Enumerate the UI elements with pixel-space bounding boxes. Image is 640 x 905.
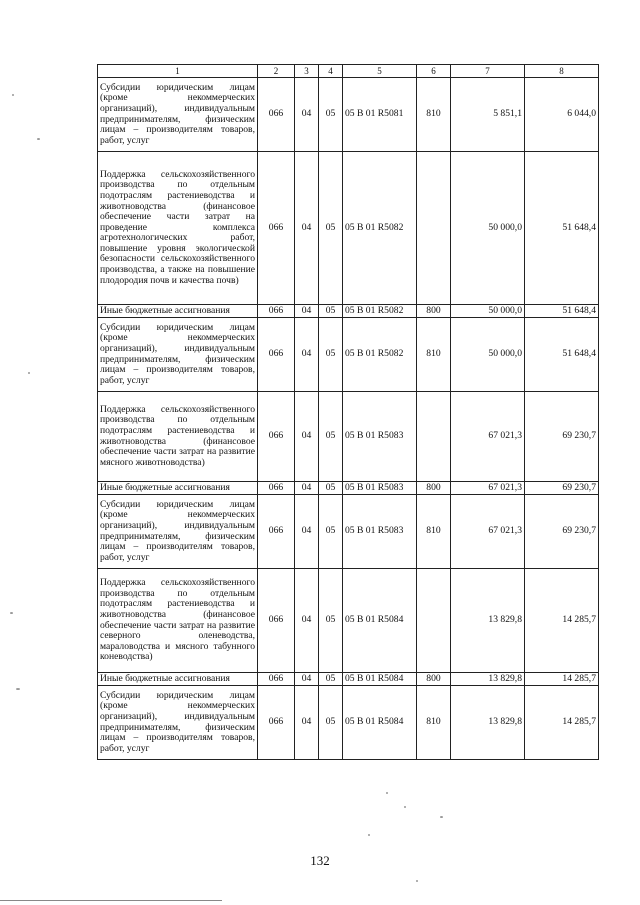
cell-amount-col7: 50 000,0: [451, 152, 525, 305]
cell-target-article: 05 В 01 R5083: [343, 482, 417, 495]
cell-amount-col8: 69 230,7: [525, 392, 599, 482]
cell-amount-col7: 50 000,0: [451, 318, 525, 392]
cell-amount-col7: 67 021,3: [451, 482, 525, 495]
table-row: [98, 495, 599, 569]
header-cell: 6: [417, 65, 451, 78]
cell-target-article: 05 В 01 R5083: [343, 495, 417, 569]
cell-subsection: 05: [319, 78, 343, 152]
scan-speck: [368, 834, 370, 836]
scan-speck: [28, 372, 30, 374]
cell-target-article: 05 В 01 R5084: [343, 686, 417, 760]
cell-target-article: 05 В 01 R5084: [343, 569, 417, 673]
row-name: Иные бюджетные ассигнования: [98, 482, 258, 495]
row-name: Субсидии юридическим лицам (кроме некоммерческих организаций), индивидуальным предпринимателям, физическим лицам – производителям товаров, работ, услуг: [98, 495, 258, 569]
cell-amount-col7: 50 000,0: [451, 305, 525, 318]
header-cell: 4: [319, 65, 343, 78]
row-name: Поддержка сельскохозяйственного производства по отдельным подотраслям растениеводства и животноводства (финансовое обеспечение части затрат на развитие северного оленеводства, мараловодства и мясного табунного коневодства): [98, 569, 258, 673]
cell-ministry-code: 066: [258, 318, 295, 392]
cell-amount-col8: 51 648,4: [525, 152, 599, 305]
cell-subsection: 05: [319, 482, 343, 495]
header-cell: 2: [258, 65, 295, 78]
cell-amount-col8: 69 230,7: [525, 495, 599, 569]
cell-ministry-code: 066: [258, 392, 295, 482]
cell-ministry-code: 066: [258, 305, 295, 318]
header-cell: 8: [525, 65, 599, 78]
cell-amount-col7: 13 829,8: [451, 569, 525, 673]
cell-amount-col8: 6 044,0: [525, 78, 599, 152]
cell-subsection: 05: [319, 392, 343, 482]
row-name: Иные бюджетные ассигнования: [98, 305, 258, 318]
cell-subsection: 05: [319, 673, 343, 686]
cell-target-article: 05 В 01 R5082: [343, 305, 417, 318]
cell-ministry-code: 066: [258, 152, 295, 305]
cell-expense-type: 800: [417, 305, 451, 318]
cell-section: 04: [295, 318, 319, 392]
cell-expense-type: [417, 569, 451, 673]
row-name: Поддержка сельскохозяйственного производства по отдельным подотраслям растениеводства и животноводства (финансовое обеспечение части затрат на развитие мясного животноводства): [98, 392, 258, 482]
cell-amount-col8: 14 285,7: [525, 673, 599, 686]
scan-speck: [416, 880, 418, 882]
scan-speck: [440, 816, 443, 818]
cell-ministry-code: 066: [258, 673, 295, 686]
cell-expense-type: 810: [417, 78, 451, 152]
cell-ministry-code: 066: [258, 686, 295, 760]
row-name: Субсидии юридическим лицам (кроме некоммерческих организаций), индивидуальным предпринимателям, физическим лицам – производителям товаров, работ, услуг: [98, 318, 258, 392]
scan-speck: [404, 806, 406, 808]
scan-speck: [37, 138, 40, 140]
cell-expense-type: 800: [417, 482, 451, 495]
cell-amount-col7: 67 021,3: [451, 392, 525, 482]
cell-ministry-code: 066: [258, 78, 295, 152]
cell-subsection: 05: [319, 305, 343, 318]
cell-target-article: 05 В 01 R5083: [343, 392, 417, 482]
cell-section: 04: [295, 495, 319, 569]
cell-amount-col8: 14 285,7: [525, 686, 599, 760]
cell-amount-col7: 5 851,1: [451, 78, 525, 152]
table-row: [98, 305, 599, 318]
cell-expense-type: [417, 152, 451, 305]
scan-speck: [386, 792, 388, 794]
cell-expense-type: 810: [417, 495, 451, 569]
cell-subsection: 05: [319, 686, 343, 760]
cell-subsection: 05: [319, 495, 343, 569]
cell-section: 04: [295, 569, 319, 673]
cell-section: 04: [295, 392, 319, 482]
cell-section: 04: [295, 673, 319, 686]
scan-speck: [16, 688, 20, 690]
table-row: [98, 673, 599, 686]
scan-speck: [12, 94, 14, 96]
scan-speck: [10, 612, 13, 614]
row-name: Иные бюджетные ассигнования: [98, 673, 258, 686]
cell-expense-type: 810: [417, 686, 451, 760]
row-name: Субсидии юридическим лицам (кроме некоммерческих организаций), индивидуальным предпринимателям, физическим лицам – производителям товаров, работ, услуг: [98, 78, 258, 152]
table-row: [98, 78, 599, 152]
cell-section: 04: [295, 78, 319, 152]
table-row: [98, 318, 599, 392]
table-row: [98, 392, 599, 482]
table-row: [98, 482, 599, 495]
cell-target-article: 05 В 01 R5082: [343, 318, 417, 392]
row-name: Поддержка сельскохозяйственного производства по отдельным подотраслям растениеводства и животноводства (финансовое обеспечение части затрат на проведение комплекса агротехнологических работ, повышение уровня экологической безопасности сельскохозяйственного производства, а также на повышение плодородия почв и качества почв): [98, 152, 258, 305]
cell-amount-col8: 51 648,4: [525, 318, 599, 392]
cell-section: 04: [295, 305, 319, 318]
header-cell: 5: [343, 65, 417, 78]
cell-target-article: 05 В 01 R5081: [343, 78, 417, 152]
cell-section: 04: [295, 152, 319, 305]
cell-expense-type: 810: [417, 318, 451, 392]
header-cell: 7: [451, 65, 525, 78]
cell-target-article: 05 В 01 R5082: [343, 152, 417, 305]
table-row: [98, 569, 599, 673]
cell-amount-col8: 14 285,7: [525, 569, 599, 673]
cell-target-article: 05 В 01 R5084: [343, 673, 417, 686]
row-name: Субсидии юридическим лицам (кроме некоммерческих организаций), индивидуальным предпринимателям, физическим лицам – производителям товаров, работ, услуг: [98, 686, 258, 760]
cell-expense-type: 800: [417, 673, 451, 686]
header-cell: 3: [295, 65, 319, 78]
bottom-rule: [0, 900, 222, 901]
table-row: [98, 152, 599, 305]
cell-expense-type: [417, 392, 451, 482]
cell-ministry-code: 066: [258, 569, 295, 673]
table-row: [98, 686, 599, 760]
budget-table: [97, 64, 599, 760]
cell-ministry-code: 066: [258, 482, 295, 495]
cell-amount-col8: 51 648,4: [525, 305, 599, 318]
header-cell: 1: [98, 65, 258, 78]
cell-subsection: 05: [319, 318, 343, 392]
cell-section: 04: [295, 686, 319, 760]
cell-subsection: 05: [319, 569, 343, 673]
cell-ministry-code: 066: [258, 495, 295, 569]
cell-section: 04: [295, 482, 319, 495]
page-number: 132: [310, 853, 330, 868]
cell-subsection: 05: [319, 152, 343, 305]
cell-amount-col8: 69 230,7: [525, 482, 599, 495]
cell-amount-col7: 13 829,8: [451, 673, 525, 686]
cell-amount-col7: 67 021,3: [451, 495, 525, 569]
cell-amount-col7: 13 829,8: [451, 686, 525, 760]
table-header-row: [98, 65, 599, 78]
